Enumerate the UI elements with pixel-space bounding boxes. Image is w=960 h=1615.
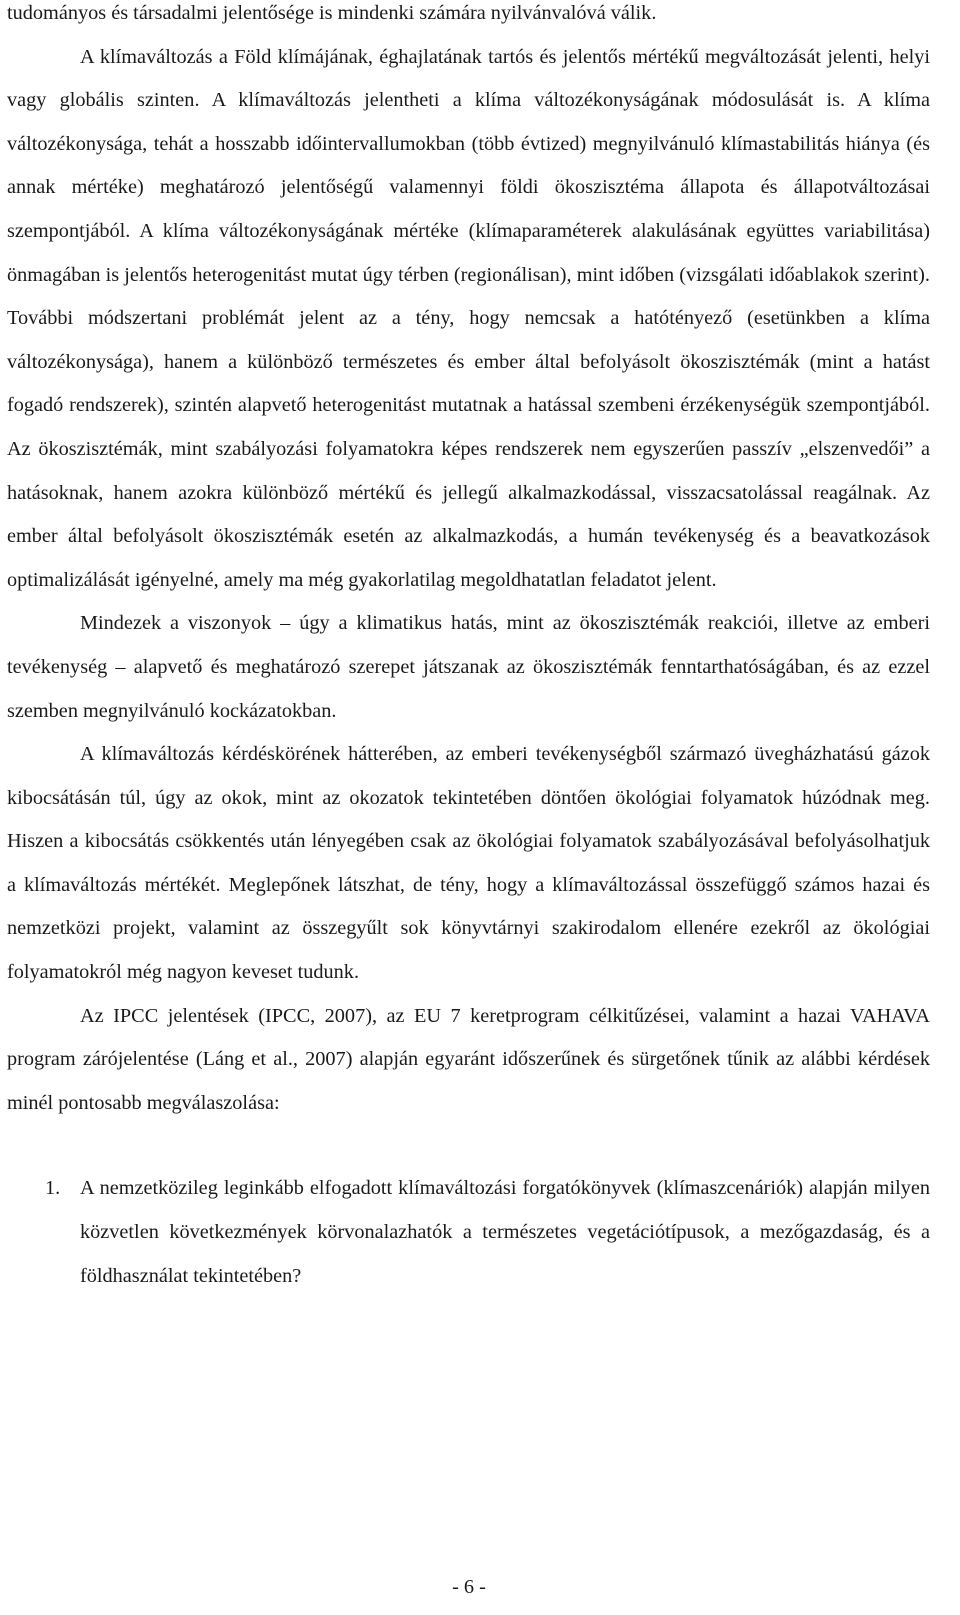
paragraph-climate-change-definition: A klímaváltozás a Föld klímájának, éghajlatának tartós és jelentős mértékű megváltozását jelenti, helyi vagy globális szinten. A klímaváltozás jelentheti a klíma változékonyságának módosulását is. A klíma változékonysága, tehát a hosszabb időintervallumokban (több évtized) megnyilvánuló klímastabilitás hiánya (és annak mértéke) meghatározó jelentőségű valamennyi földi ökoszisztéma állapota és állapotváltozásai szempontjából. A klíma változékonyságának mértéke (klímaparaméterek alakulásának együttes variabilitása) önmagában is jelentős heterogenitást mutat úgy térben (regionálisan), mint időben (vizsgálati időablakok szerint). További módszertani problémát jelent az a tény, hogy nemcsak a hatótényező (esetünkben a klíma változékonysága), hanem a különböző természetes és ember által befolyásolt ökoszisztémák (mint a hatást fogadó rendszerek), szintén alapvető heterogenitást mutatnak a hatással szembeni érzékenységük szempontjából. Az ökoszisztémák, mint szabályozási folyamatokra képes rendszerek nem egyszerűen passzív „elszenvedői” a hatásoknak, hanem azokra különböző mértékű és jellegű alkalmazkodással, visszacsatolással reagálnak. Az ember által befolyásolt ökoszisztémák esetén az alkalmazkodás, a humán tevékenység és a beavatkozások optimalizálását igényelné, amely ma még gyakorlatilag megoldhatatlan feladatot jelent. (7, 45, 930, 591)
list-item (7, 1167, 930, 1298)
list-item-number: 1. (45, 1177, 61, 1200)
list-item-text: A nemzetközileg leginkább elfogadott klímaváltozási forgatókönyvek (klímaszcenáriók) alapján milyen közvetlen következmények körvonalazhatók a természetes vegetációtípusok, a mezőgazdaság, és a földhasználat tekintetében? (80, 1177, 930, 1287)
paragraph-ecological-processes: A klímaváltozás kérdéskörének hátterében, az emberi tevékenységből származó üvegházhatású gázok kibocsátásán túl, úgy az okok, mint az okozatok tekintetében döntően ökológiai folyamatok húzódnak meg. Hiszen a kibocsátás csökkentés után lényegében csak az ökológiai folyamatok szabályozásával befolyásolhatjuk a klímaváltozás mértékét. Meglepőnek látszhat, de tény, hogy a klímaváltozással összefüggő számos hazai és nemzetközi projekt, valamint az összegyűlt sok könyvtárnyi szakirodalom ellenére ezekről az ökológiai folyamatokról még nagyon keveset tudunk. (7, 743, 930, 984)
paragraph-continuation: tudományos és társadalmi jelentősége is mindenki számára nyilvánvalóvá válik. (7, 2, 657, 24)
paragraph-relationships: Mindezek a viszonyok – úgy a klimatikus hatás, mint az ökoszisztémák reakciói, illetve az emberi tevékenység – alapvető és meghatározó szerepet játszanak az ökoszisztémák fenntarthatóságában, és az ezzel szemben megnyilvánuló kockázatokban. (7, 612, 930, 722)
page-number: - 6 - (452, 1576, 486, 1598)
paragraph-ipcc-reports: Az IPCC jelentések (IPCC, 2007), az EU 7 keretprogram célkitűzései, valamint a hazai VAHAVA program zárójelentése (Láng et al., 2007) alapján egyaránt időszerűnek és sürgetőnek tűnik az alábbi kérdések minél pontosabb megválaszolása: (7, 1004, 930, 1114)
document-page (7, 0, 930, 1298)
question-list (7, 1167, 930, 1298)
